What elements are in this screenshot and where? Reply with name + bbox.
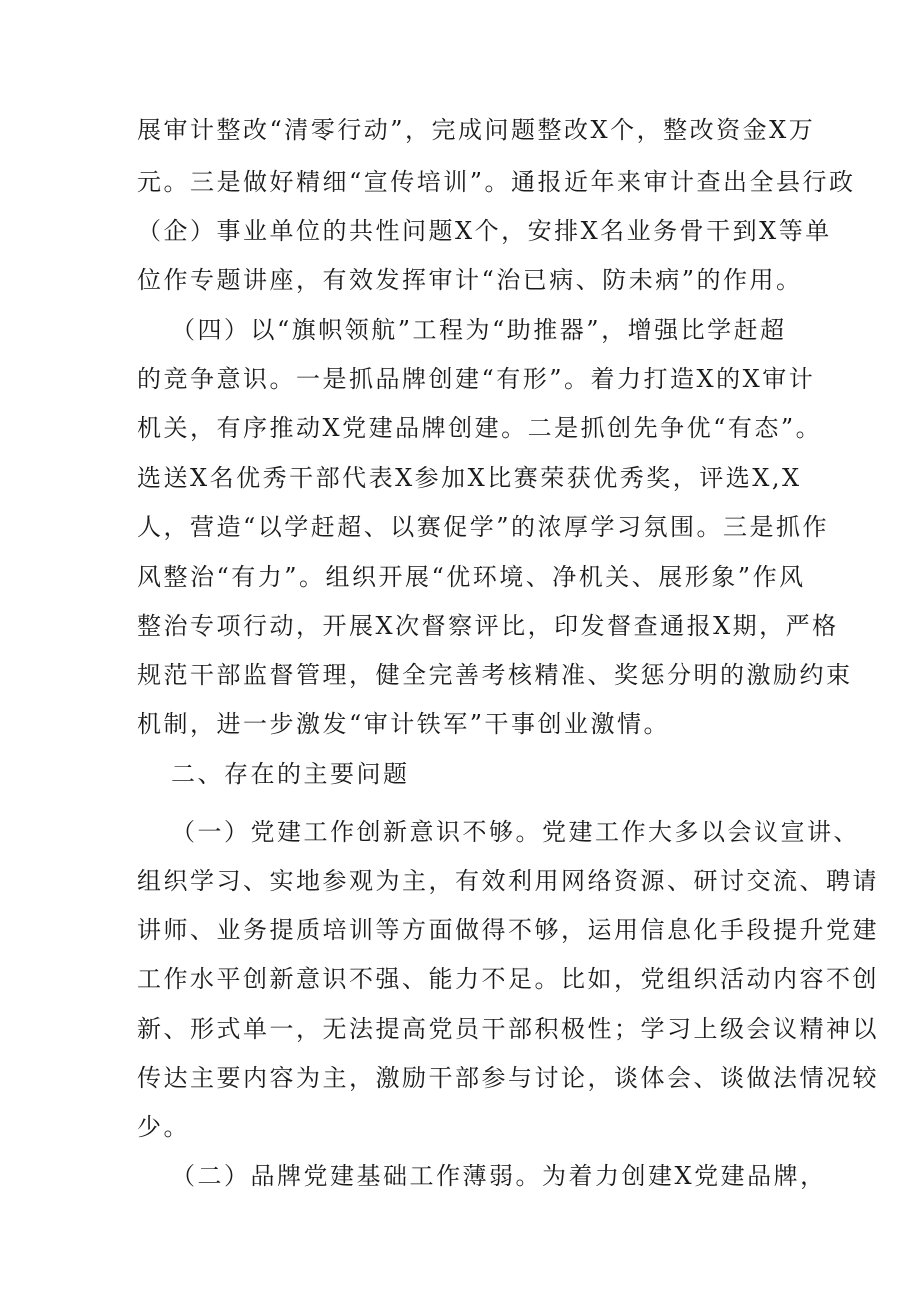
text-line: 新、形式单一，无法提高党员干部积极性；学习上级会议精神以 [137,1015,879,1043]
text-line: 机关，有序推动X党建品牌创建。二是抓创先争优“有态”。 [137,414,823,442]
subsection-heading-2: （二）品牌党建基础工作薄弱。为着力创建X党建品牌， [171,1162,827,1190]
text-line: 风整治“有力”。组织开展“优环境、净机关、展形象”作风 [137,563,806,591]
text-line: 机制，进一步激发“审计铁军”干事创业激情。 [137,710,671,738]
text-line: 元。三是做好精细“宣传培训”。通报近年来审计查出全县行政 [137,168,856,196]
subsection-heading-1: （一）党建工作创新意识不够。党建工作大多以会议宣讲、 [171,818,860,846]
text-line: 工作水平创新意识不强、能力不足。比如，党组织活动内容不创 [137,965,879,993]
text-line: （企）事业单位的共性问题X个，安排X名业务骨干到X等单 [137,217,832,245]
section-title: 二、存在的主要问题 [171,760,410,788]
text-line: 整治专项行动，开展X次督察评比，印发督查通报X期，严格 [137,612,839,640]
text-line: 的竞争意识。一是抓品牌创建“有形”。着力打造X的X审计 [137,365,816,393]
text-line: 位作专题讲座，有效发挥审计“治已病、防未病”的作用。 [137,266,803,294]
text-line: 展审计整改“清零行动”，完成问题整改X个，整改资金X万 [137,116,816,144]
text-line: 组织学习、实地参观为主，有效利用网络资源、研讨交流、聘请 [137,867,879,895]
text-line: 传达主要内容为主，激励干部参与讨论，谈体会、谈做法情况较 [137,1064,879,1092]
text-line: 人，营造“以学赶超、以赛促学”的浓厚学习氛围。三是抓作 [137,513,830,541]
text-line: 规范干部监督管理，健全完善考核精准、奖惩分明的激励约束 [137,661,853,689]
section-heading-4: （四）以“旗帜领航”工程为“助推器”，增强比学赶超 [171,316,787,344]
text-line: 讲师、业务提质培训等方面做得不够，运用信息化手段提升党建 [137,916,879,944]
text-line: 选送X名优秀干部代表X参加X比赛荣获优秀奖，评选X,X [137,464,802,492]
text-line: 少。 [137,1113,190,1141]
